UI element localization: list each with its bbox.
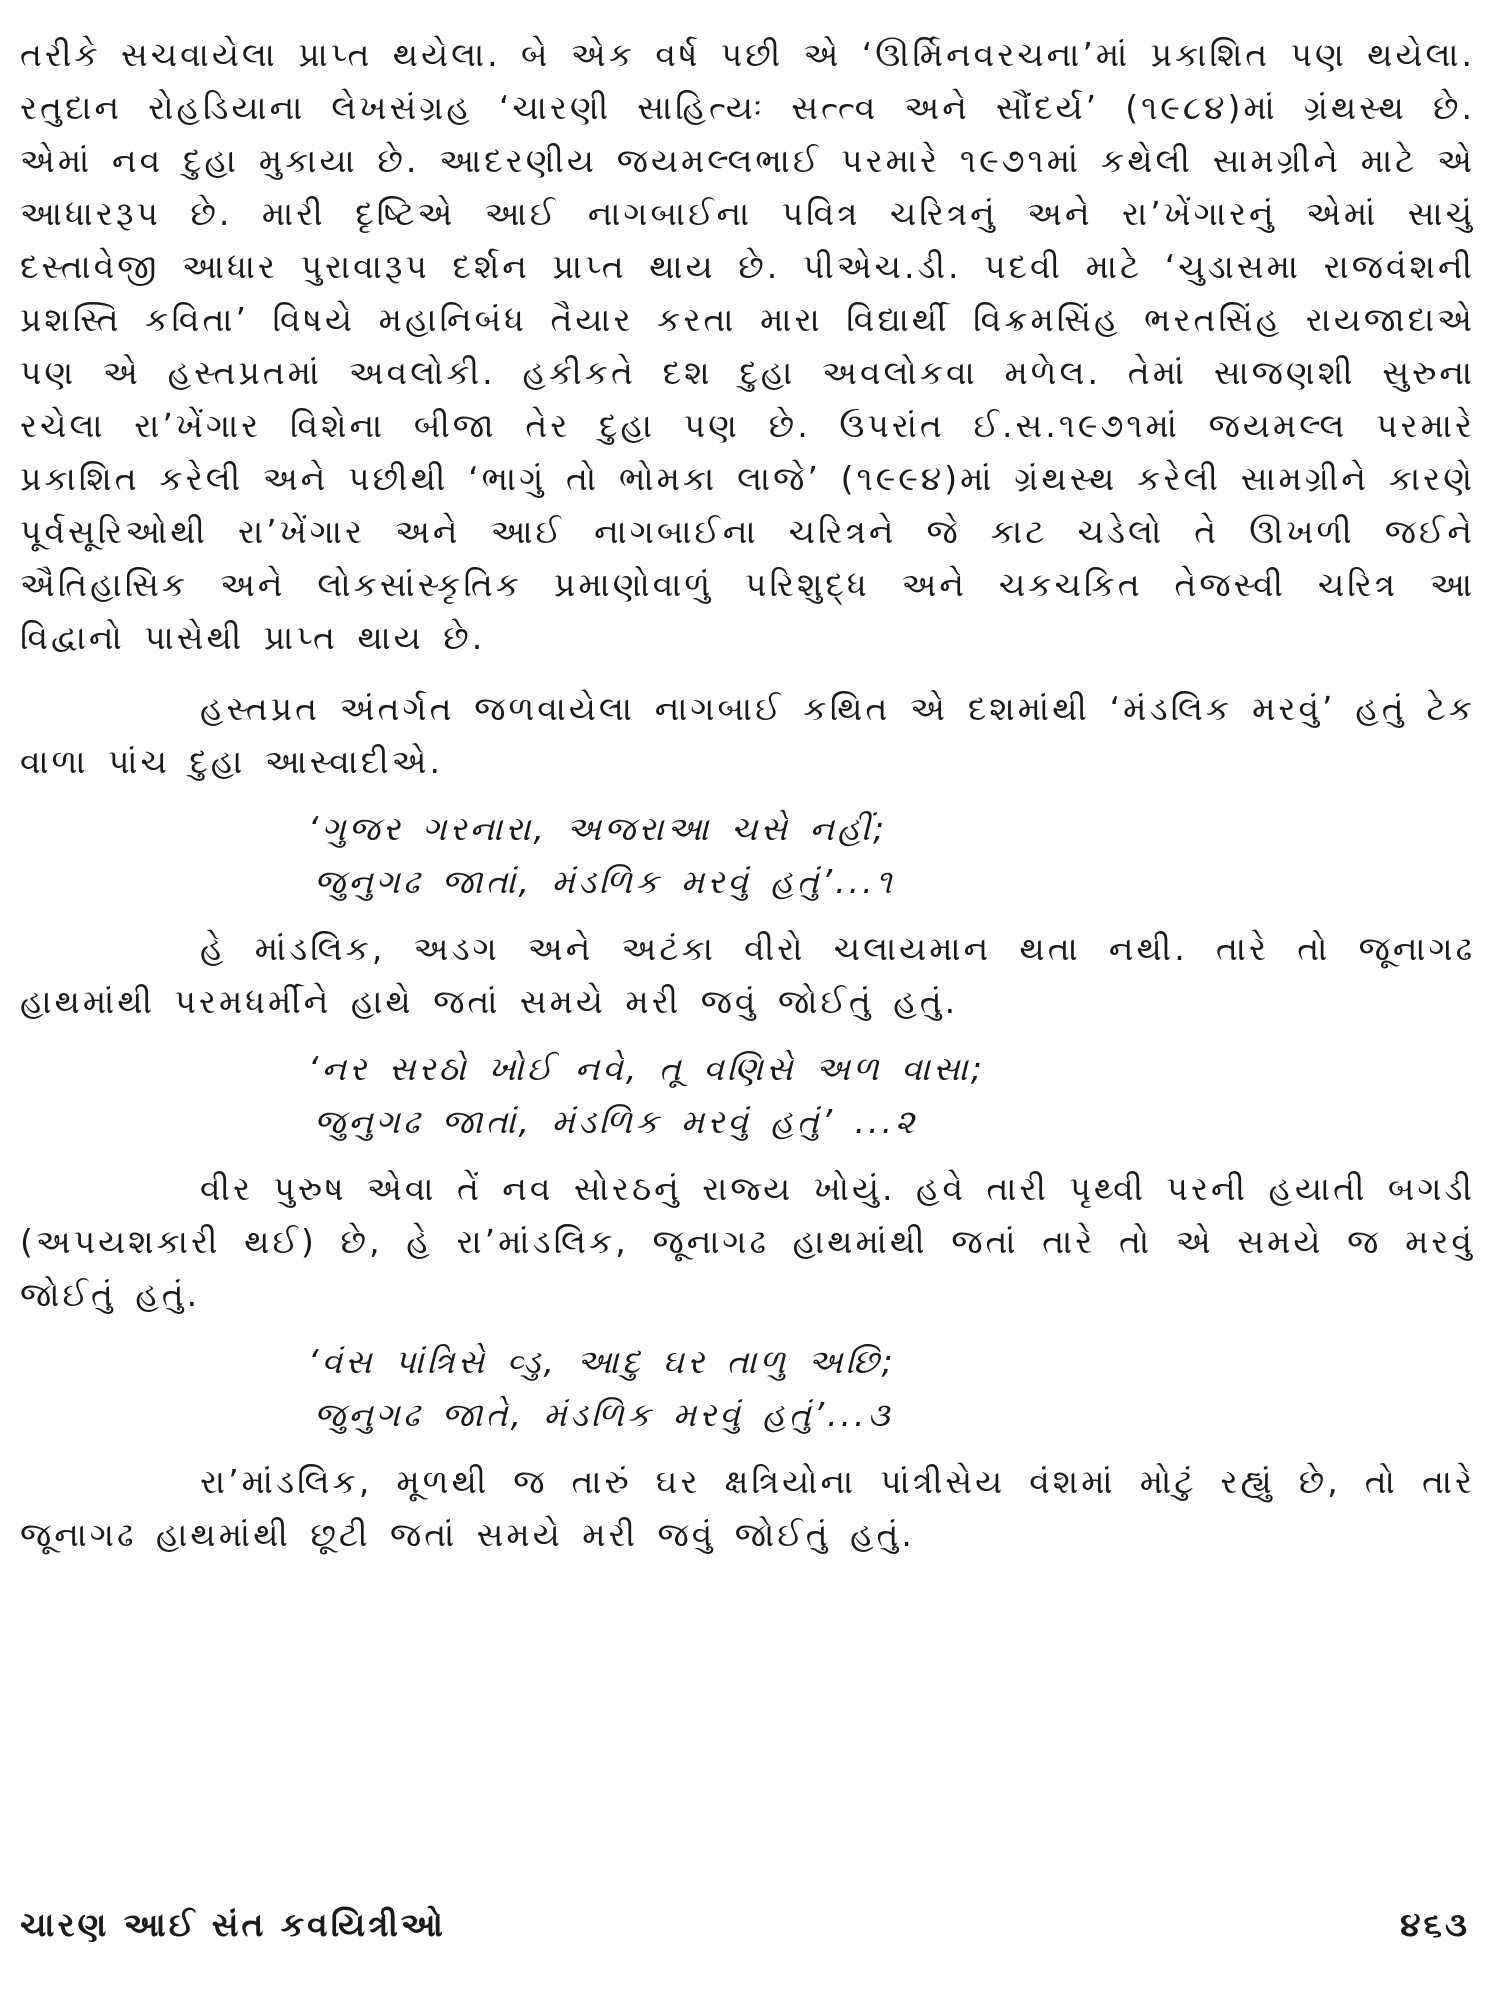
paragraph-4: વીર પુરુષ એવા તેં નવ સોરઠનું રાજ્ય ખોયું. હવે તારી પૃથ્વી પરની હયાતી બગડી (અપયશકારી થઈ) છે, હે રા’માંડલિક, જૂનાગઢ હાથમાંથી જતાં તારે તો એ સમયે જ મરવું જોઈતું હતું. (20, 1169, 1475, 1314)
verse-2 (308, 1042, 1475, 1148)
verse-1 (308, 802, 1475, 908)
verse-2-line-2: જુનુગઢ જાતાં, મંડળિક મરવું હતું’ ...૨ (314, 1102, 918, 1141)
verse-3-line-2: જુનુગઢ જાતે, મંડળિક મરવું હતું’...૩ (314, 1395, 893, 1434)
verse-2-line-1: ‘નર સરઠો ખોઈ નવે, તૂ વણિસે અળ વાસા; (308, 1049, 985, 1088)
footer-book-title: ચારણ આઈ સંત કવયિત્રીઓ (20, 1905, 446, 1944)
page-body (20, 28, 1475, 1561)
paragraph-2: હસ્તપ્રત અંતર્ગત જળવાયેલા નાગબાઈ કથિત એ દશમાંથી ‘મંડલિક મરવું’ હતું ટેક વાળા પાંચ દુહા આસ્વાદીએ. (20, 689, 1475, 781)
verse-1-line-2: જુનુગઢ જાતાં, મંડળિક મરવું હતું’...૧ (314, 862, 895, 901)
paragraph-3: હે માંડલિક, અડગ અને અટંકા વીરો ચલાયમાન થતા નથી. તારે તો જૂનાગઢ હાથમાંથી પરમધર્મીને હાથે જતાં સમયે મરી જવું જોઈતું હતું. (20, 929, 1475, 1021)
paragraph-5: રા’માંડલિક, મૂળથી જ તારું ઘર ક્ષત્રિયોના પાંત્રીસેય વંશમાં મોટું રહ્યું છે, તો તારે જૂનાગઢ હાથમાંથી છૂટી જતાં સમયે મરી જવું જોઈતું હતું. (20, 1462, 1475, 1554)
verse-3-line-1: ‘વંસ પાંત્રિસે વ્ડુ, આદુ ઘર તાળુ અછિ; (308, 1342, 896, 1381)
verse-3 (308, 1335, 1475, 1441)
verse-1-line-1: ‘ગુજર ગરનારા, અજરાઆ ચસે નહીં; (308, 809, 888, 848)
page-footer (20, 1905, 1470, 1945)
paragraph-1: તરીકે સચવાયેલા પ્રાપ્ત થયેલા. બે એક વર્ષ પછી એ ‘ઊર્મિનવરચના’માં પ્રકાશિત પણ થયેલા. રતુદાન રોહડિયાના લેખસંગ્રહ ‘ચારણી સાહિત્યઃ સત્ત્વ અને સૌંદર્ય’ (૧૯૮૪)માં ગ્રંથસ્થ છે. એમાં નવ દુહા મુકાયા છે. આદરણીય જયમલ્લભાઈ પરમારે ૧૯૭૧માં કથેલી સામગ્રીને માટે એ આધારરૂપ છે. મારી દૃષ્ટિએ આઈ નાગબાઈના પવિત્ર ચરિત્રનું અને રા’ખેંગારનું એમાં સાચું દસ્તાવેજી આધાર પુરાવારૂપ દર્શન પ્રાપ્ત થાય છે. પીએચ.ડી. પદવી માટે ‘ચુડાસમા રાજવંશની પ્રશસ્તિ કવિતા’ વિષયે મહાનિબંધ તૈયાર કરતા મારા વિદ્યાર્થી વિક્રમસિંહ ભરતસિંહ રાયજાદાએ પણ એ હસ્તપ્રતમાં અવલોકી. હકીકતે દશ દુહા અવલોકવા મળેલ. તેમાં સાજણશી સુરુના રચેલા રા’ખેંગાર વિશેના બીજા તેર દુહા પણ છે. ઉપરાંત ઈ.સ.૧૯૭૧માં જયમલ્લ પરમારે પ્રકાશિત કરેલી અને પછીથી ‘ભાગું તો ભોમકા લાજે’ (૧૯૯૪)માં ગ્રંથસ્થ કરેલી સામગ્રીને કારણે પૂર્વસૂરિઓથી રા’ખેંગાર અને આઈ નાગબાઈના ચરિત્રને જે કાટ ચડેલો તે ઊખળી જઈને ઐતિહાસિક અને લોકસાંસ્કૃતિક પ્રમાણોવાળું પરિશુદ્ધ અને ચકચકિત તેજસ્વી ચરિત્ર આ વિદ્વાનો પાસેથી પ્રાપ્ત થાય છે. (20, 35, 1475, 657)
footer-page-number: ૪૬૩ (1400, 1905, 1470, 1944)
